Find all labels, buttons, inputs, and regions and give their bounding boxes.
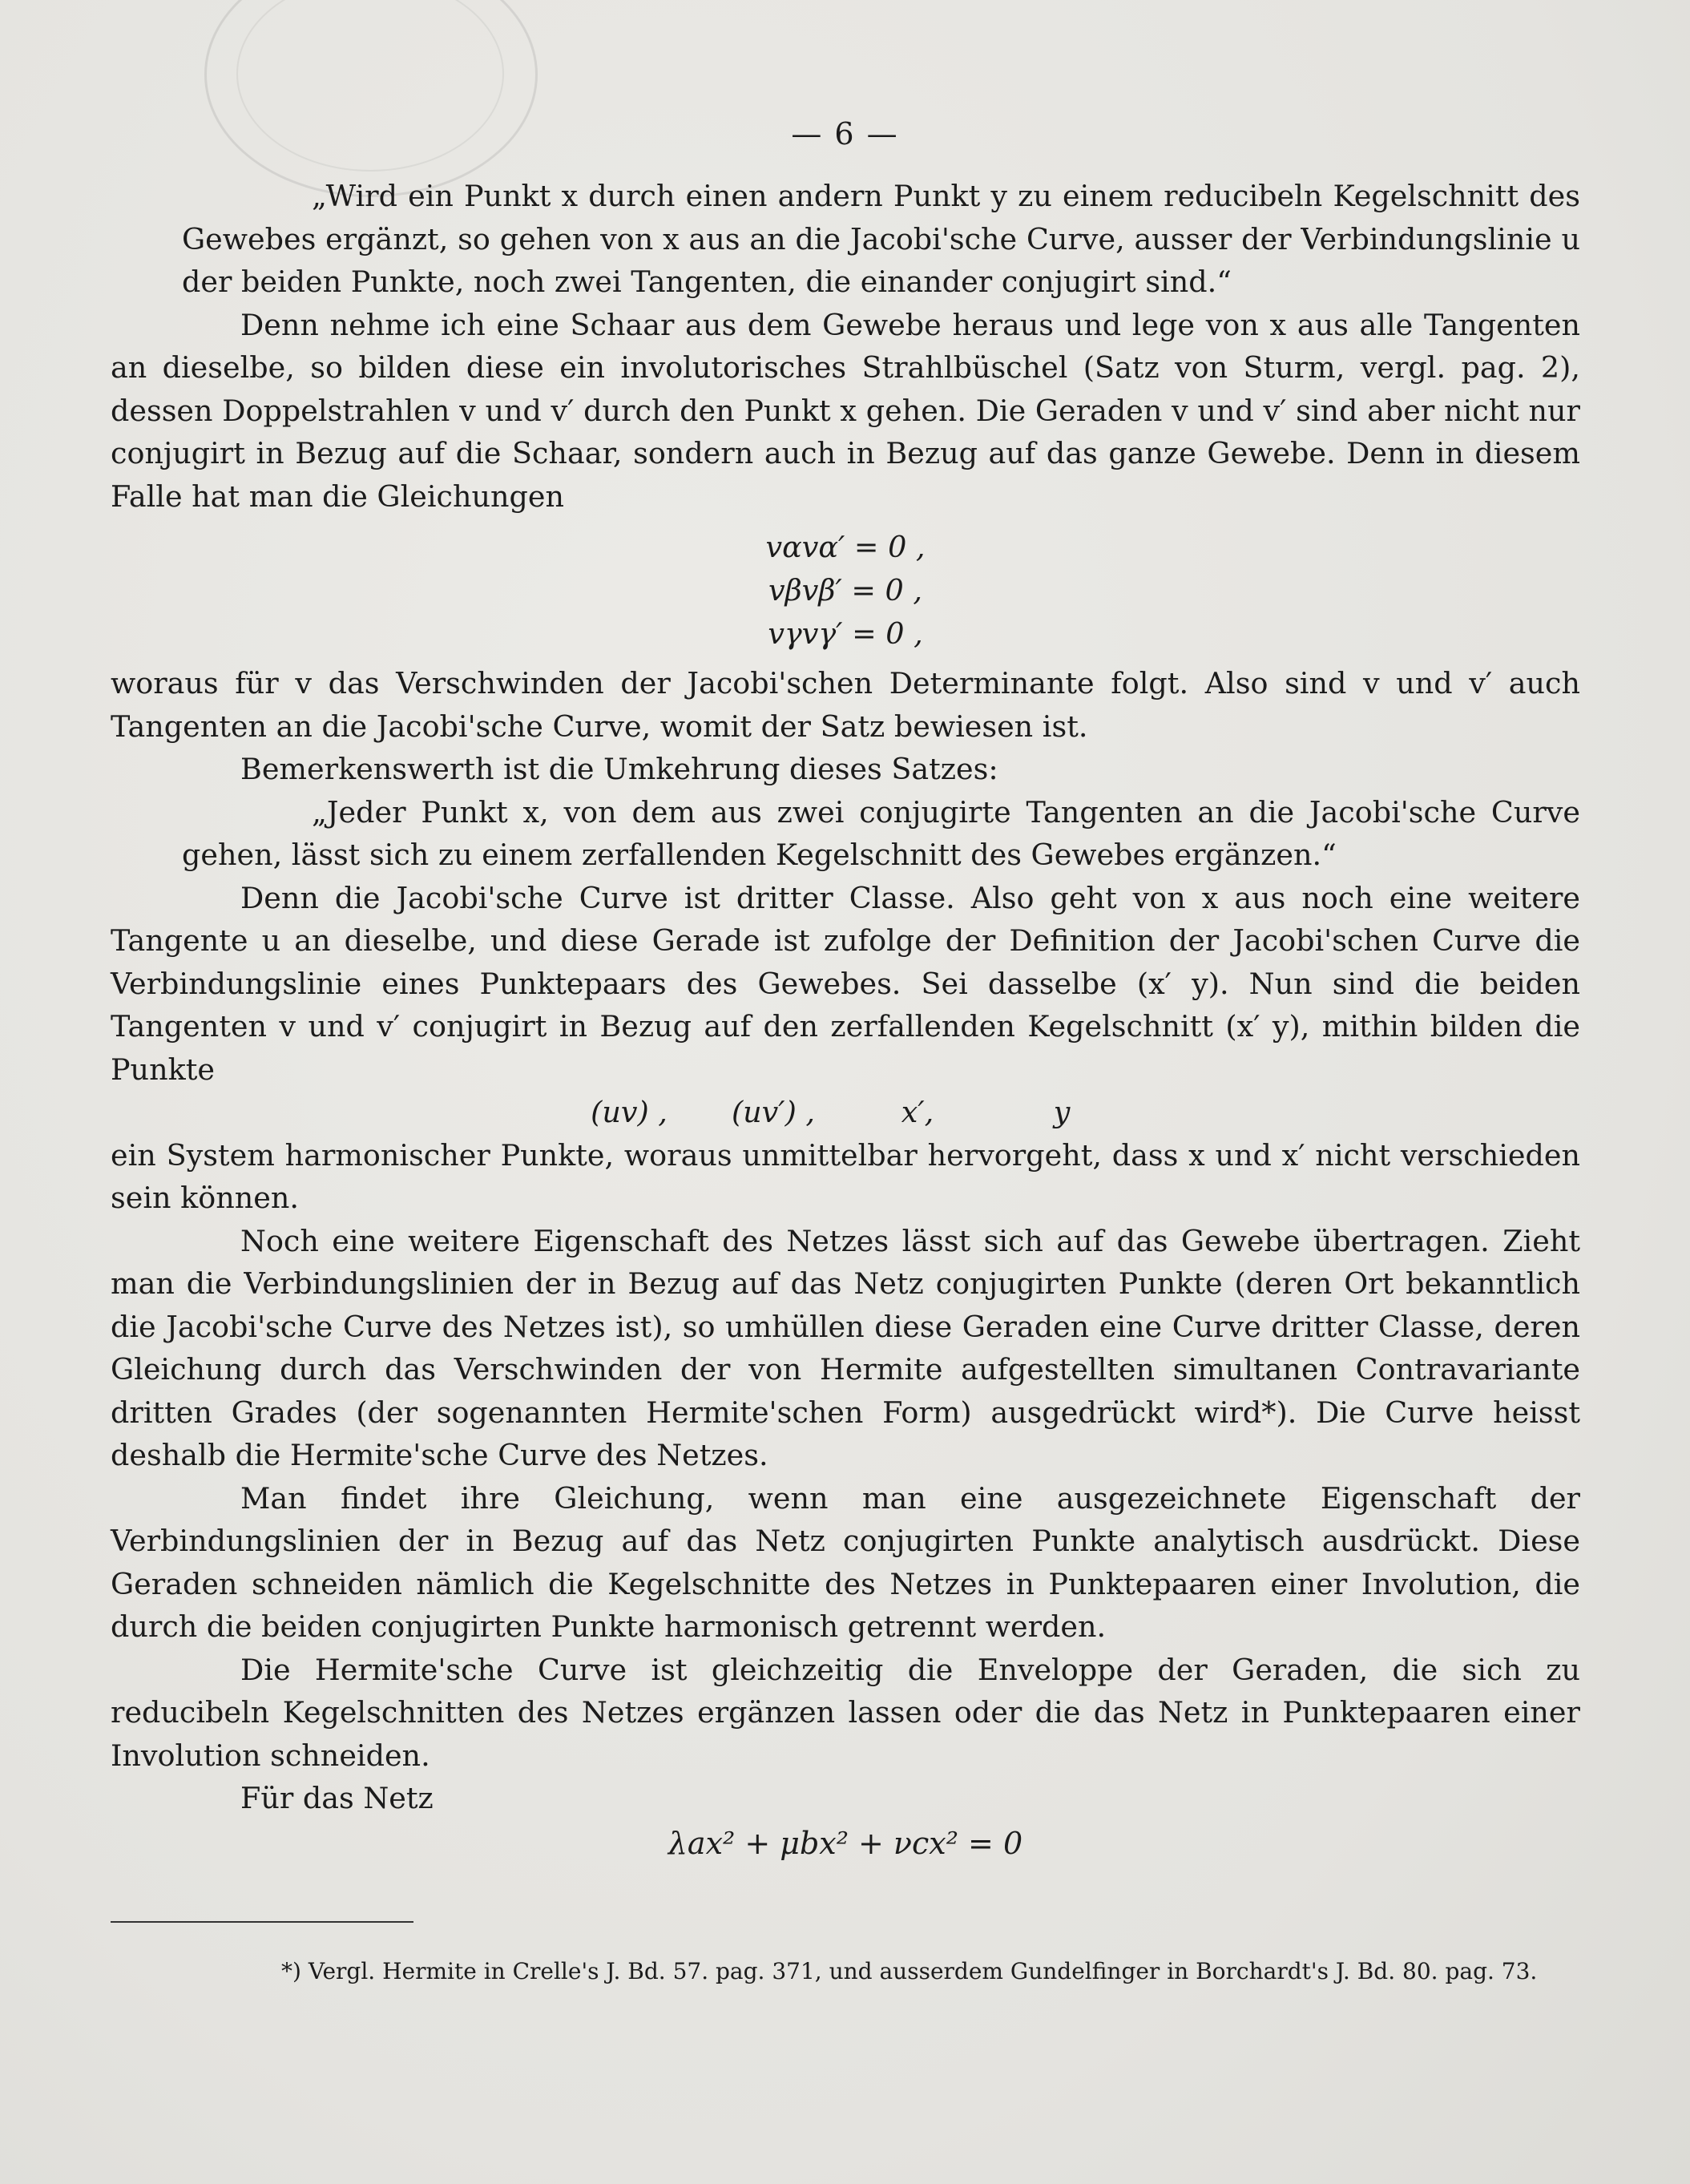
equation-1: vαvα′ = 0 ,: [765, 530, 926, 564]
paragraph-harmonic: ein System harmonischer Punkte, woraus unmittelbar hervorgeht, dass x und x′ nicht verschieden sein können.: [111, 1137, 1580, 1215]
theorem-quote-1: „Wird ein Punkt x durch einen andern Punkt y zu einem reducibeln Kegelschnitt des Gewebes ergänzt, so gehen von x aus an die Jacobi'sche Curve, ausser der Verbindungslinie u der beiden Punkte, noch zwei Tangenten, die einander conjugirt sind.“: [182, 179, 1580, 299]
paragraph-proof-conclusion: woraus für v das Verschwinden der Jacobi'schen Determinante folgt. Also sind v und v′ auch Tangenten an die Jacobi'sche Curve, womit der Satz bewiesen ist.: [111, 666, 1580, 744]
footnote-rule: [111, 1921, 413, 1923]
netz-equation: λax² + μbx² + νcx² = 0: [668, 1825, 1023, 1861]
paragraph-hermite-1: Noch eine weitere Eigenschaft des Netzes lässt sich auf das Gewebe übertragen. Zieht man die Verbindungslinien der in Bezug auf das Netz conjugirten Punkte (deren Ort bekanntlich die Jacobi'sche Curve des Netzes ist), so umhüllen diese Geraden eine Curve dritter Classe, deren Gleichung durch das Verschwinden der von Hermite aufgestellten simultanen Contravariante dritten Grades (der sogenannten Hermite'schen Form) ausgedrückt wird*). Die Curve heisst deshalb die Hermite'sche Curve des Netzes.: [111, 1223, 1580, 1472]
paragraph-hermite-2: Man findet ihre Gleichung, wenn man eine ausgezeichnete Eigenschaft der Verbindungslinien der in Bezug auf das Netz conjugirten Punkte analytisch ausdrückt. Diese Geraden schneiden nämlich die Kegelschnitte des Netzes in Punktepaaren einer Involution, die durch die beiden conjugirten Punkte harmonisch getrennt werden.: [111, 1480, 1580, 1644]
page-number: — 6 —: [791, 116, 899, 151]
harmonic-points-row: [111, 1091, 1580, 1134]
paragraph-netz: Für das Netz: [240, 1781, 434, 1815]
point-uv: (uv) ,: [591, 1095, 668, 1129]
footnote-text: *) Vergl. Hermite in Crelle's J. Bd. 57. pag. 371, und ausserdem Gundelfinger in Borchardt's J. Bd. 80. pag. 73.: [281, 1958, 1538, 1984]
paragraph-hermite-3: Die Hermite'sche Curve ist gleichzeitig die Enveloppe der Geraden, die sich zu reducibeln Kegelschnitten des Netzes ergänzen lassen oder die das Netz in Punktepaaren einer Involution schneiden.: [111, 1652, 1580, 1773]
paragraph-proof-2: Denn die Jacobi'sche Curve ist dritter Classe. Also geht von x aus noch eine weitere Tangente u an dieselbe, und diese Gerade ist zufolge der Definition der Jacobi'schen Curve die Verbindungslinie eines Punktepaars des Gewebes. Sei dasselbe (x′ y). Nun sind die beiden Tangenten v und v′ conjugirt in Bezug auf den zerfallenden Kegelschnitt (x′ y), mithin bilden die Punkte: [111, 880, 1580, 1087]
equation-2: vβvβ′ = 0 ,: [768, 573, 922, 608]
point-x-prime: x′,: [901, 1095, 934, 1129]
point-y: y: [1053, 1095, 1071, 1129]
equation-block: [111, 526, 1580, 656]
theorem-quote-2: „Jeder Punkt x, von dem aus zwei conjugirte Tangenten an die Jacobi'sche Curve gehen, lässt sich zu einem zerfallenden Kegelschnitt des Gewebes ergänzen.“: [182, 794, 1580, 872]
paragraph-proof-1: Denn nehme ich eine Schaar aus dem Gewebe heraus und lege von x aus alle Tangenten an dieselbe, so bilden diese ein involutorisches Strahlbüschel (Satz von Sturm, vergl. pag. 2), dessen Doppelstrahlen v und v′ durch den Punkt x gehen. Die Geraden v und v′ sind aber nicht nur conjugirt in Bezug auf die Schaar, sondern auch in Bezug auf das ganze Gewebe. Denn in diesem Falle hat man die Gleichungen: [111, 307, 1580, 514]
equation-3: vγvγ′ = 0 ,: [768, 616, 923, 651]
footnote: [111, 1953, 1580, 1990]
point-uv-prime: (uv′) ,: [731, 1095, 816, 1129]
main-text: [111, 175, 1580, 1867]
paragraph-converse-intro: Bemerkenswerth ist die Umkehrung dieses Satzes:: [240, 752, 998, 786]
